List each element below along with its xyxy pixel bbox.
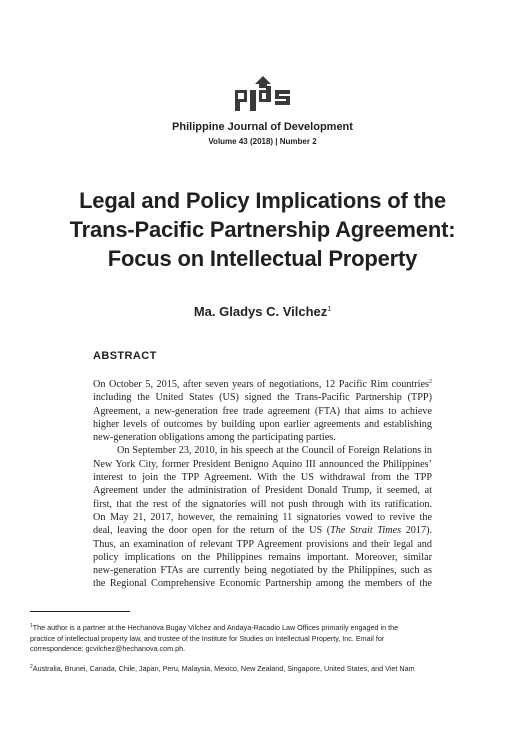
abstract-line: On May 21, 2017, however, the remaining 11 signatories vowed to revive the [93, 511, 432, 523]
abstract-line: higher levels of outcomes by building upon earlier agreements and establishing [93, 418, 432, 430]
pids-logo [233, 76, 293, 112]
abstract-line: Agreement, a new-generation free trade agreement (FTA) that aims to achieve [93, 405, 432, 417]
abstract-line: first, that the rest of the signatories will not push through with its ratification. [93, 498, 432, 510]
abstract-body [93, 378, 432, 591]
author-name: Ma. Gladys C. Vilchez [193, 304, 328, 319]
author-footnote-mark: 1 [327, 306, 332, 313]
author-byline [0, 304, 525, 319]
footnote-divider [30, 611, 130, 612]
footnote-2: $^2$Australia, Brunei, Canada, Chile, Japan, Peru, Malaysia, Mexico, New Zealand, Singapore, United States, and Viet Nam [30, 664, 415, 673]
abstract-line: new-generation FTAs are currently being negotiated by the Philippines, such as [93, 565, 432, 577]
abstract-line: interest to join the TPP Agreement. With the US withdrawal from the TPP [93, 472, 432, 484]
abstract-line: the Regional Comprehensive Economic Partnership among the members of the [93, 578, 432, 590]
abstract-line: Thus, an examination of relevant TPP Agreement provisions and their legal and [93, 538, 432, 550]
abstract-line: Agreement under the administration of President Donald Trump, it seemed, at [93, 485, 432, 497]
footnote-mark: 2 [429, 379, 432, 385]
journal-volume: Volume 43 (2018) | Number 2 [208, 137, 317, 146]
citation-source: The Strait Times [330, 525, 402, 537]
abstract-line: On October 5, 2015, after seven years of negotiations, 12 Pacific Rim countries$^2$ [93, 379, 432, 390]
title-line: Legal and Policy Implications of the [79, 188, 446, 213]
abstract-line: On September 23, 2010, in his speech at the Council of Foreign Relations in [117, 445, 432, 457]
title-line: Trans-Pacific Partnership Agreement: [69, 217, 456, 242]
abstract-line: deal, leaving the door open for the return of the US (The Strait Times 2017). [93, 525, 433, 537]
abstract-line: policy implications on the Philippines remains important. Moreover, similar [93, 551, 432, 563]
article-title [30, 186, 495, 273]
abstract-line: including the United States (US) signed the Trans-Pacific Partnership (TPP) [93, 392, 432, 404]
journal-name: Philippine Journal of Development [172, 121, 353, 133]
title-line: Focus on Intellectual Property [107, 246, 418, 271]
footnote-1: $^1$The author is a partner at the Hechanova Bugay Vilchez and Andaya-Racadio Law Offices primarily engaged in the practice of intellectual property law, and trustee of the Institute for Studies on Intellectual Property, Inc. Email for correspondence: gcvilchez@hechanova.com.ph. [30, 623, 399, 653]
abstract-line: new-generation obligations among the participating parties. [93, 432, 336, 444]
footnote-mark: 2 [30, 664, 33, 670]
footnote-mark: 1 [30, 623, 33, 629]
abstract-heading: ABSTRACT [93, 350, 157, 362]
abstract-line: New York City, former President Benigno Aquino III announced the Philippines’ [93, 458, 432, 470]
